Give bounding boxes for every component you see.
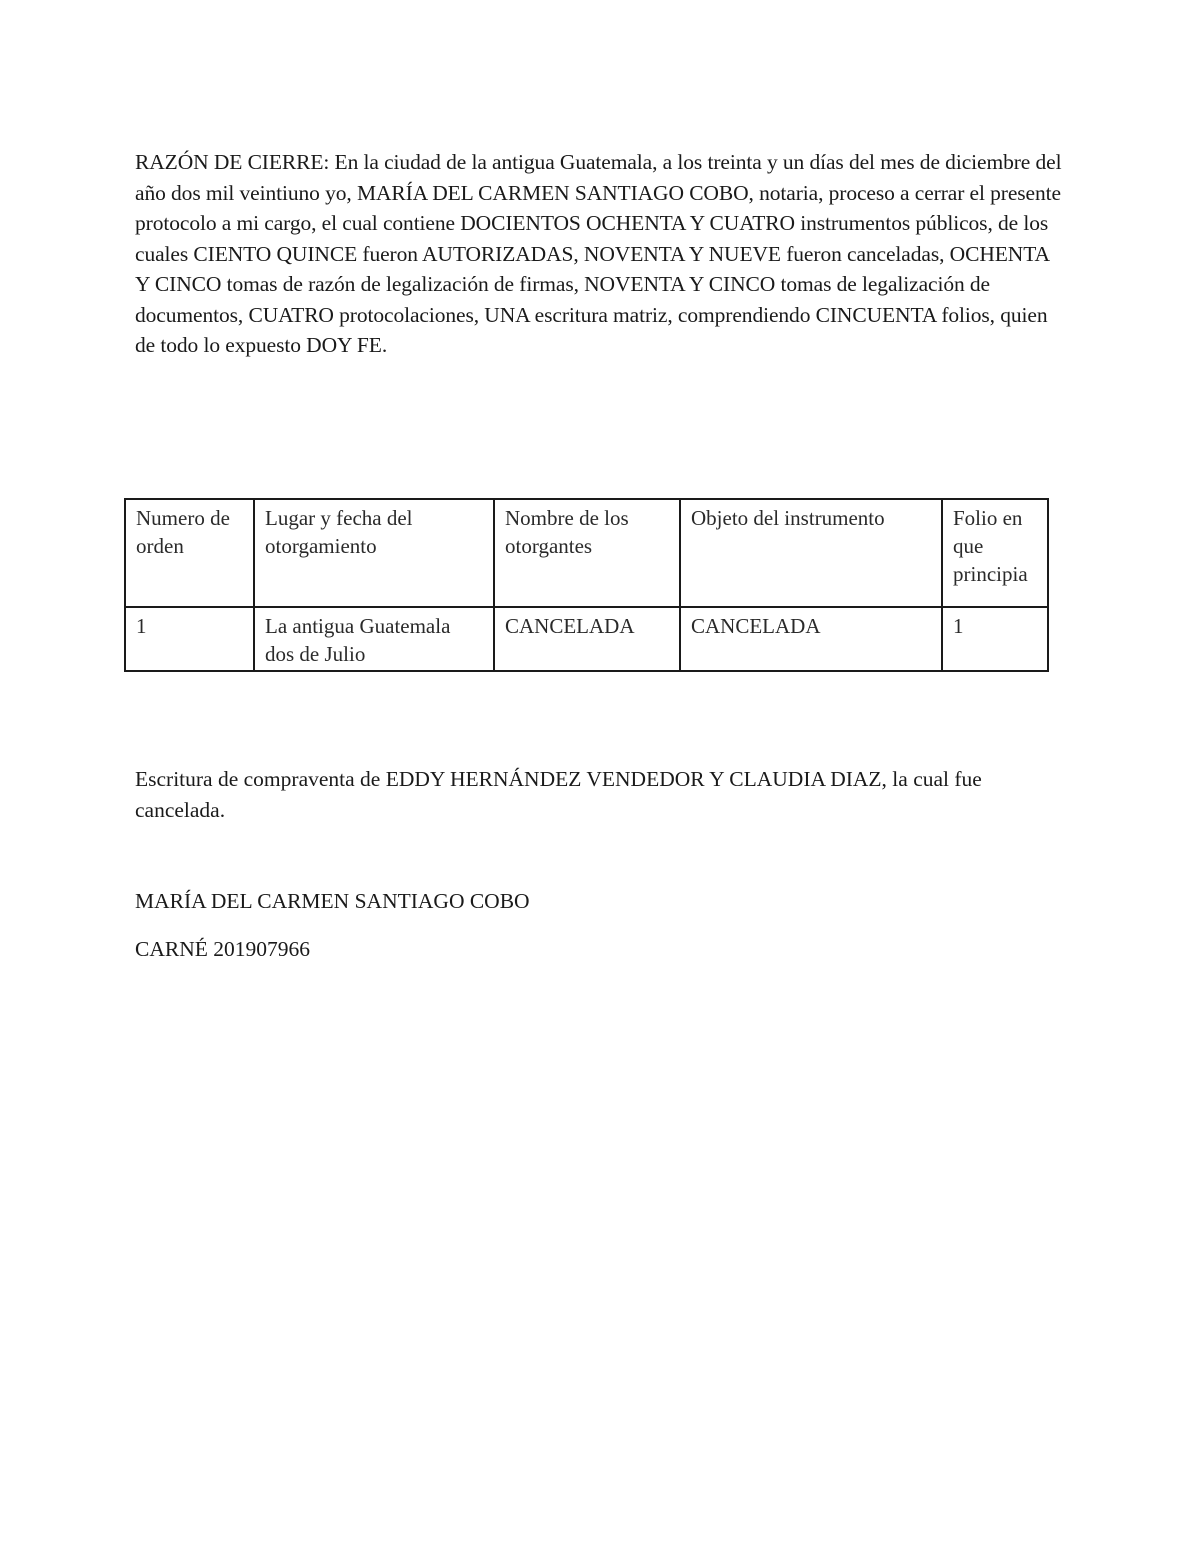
cell-start-folio: 1: [942, 607, 1048, 671]
header-order-number: Numero de orden: [125, 499, 254, 607]
cell-instrument-object: CANCELADA: [680, 607, 942, 671]
header-grantors: Nombre de los otorgantes: [494, 499, 680, 607]
closing-statement-paragraph: RAZÓN DE CIERRE: En la ciudad de la antigua Guatemala, a los treinta y un días del mes de diciembre del año dos mil veintiuno yo, MARÍA DEL CARMEN SANTIAGO COBO, notaria, proceso a cerrar el presente protocolo a mi cargo, el cual contiene DOCIENTOS OCHENTA Y CUATRO instrumentos públicos, de los cuales CIENTO QUINCE fueron AUTORIZADAS, NOVENTA Y NUEVE fueron canceladas, OCHENTA Y CINCO tomas de razón de legalización de firmas, NOVENTA Y CINCO tomas de legalización de documentos, CUATRO protocolaciones, UNA escritura matriz, comprendiendo CINCUENTA folios, quien de todo lo expuesto DOY FE.: [135, 150, 1062, 357]
table-header-row: [125, 499, 1048, 607]
cell-grantors: CANCELADA: [494, 607, 680, 671]
cell-place-date: La antigua Guatemala dos de Julio: [254, 607, 494, 671]
deed-note-paragraph: Escritura de compraventa de EDDY HERNÁNDEZ VENDEDOR Y CLAUDIA DIAZ, la cual fue cancelada.: [135, 767, 982, 822]
notary-id-number: CARNÉ 201907966: [135, 937, 310, 961]
cell-order-number: 1: [125, 607, 254, 671]
protocol-index-table: [124, 498, 1049, 672]
table-row: [125, 607, 1048, 671]
header-start-folio: Folio en que principia: [942, 499, 1048, 607]
header-place-date: Lugar y fecha del otorgamiento: [254, 499, 494, 607]
notary-name: MARÍA DEL CARMEN SANTIAGO COBO: [135, 889, 530, 913]
header-instrument-object: Objeto del instrumento: [680, 499, 942, 607]
